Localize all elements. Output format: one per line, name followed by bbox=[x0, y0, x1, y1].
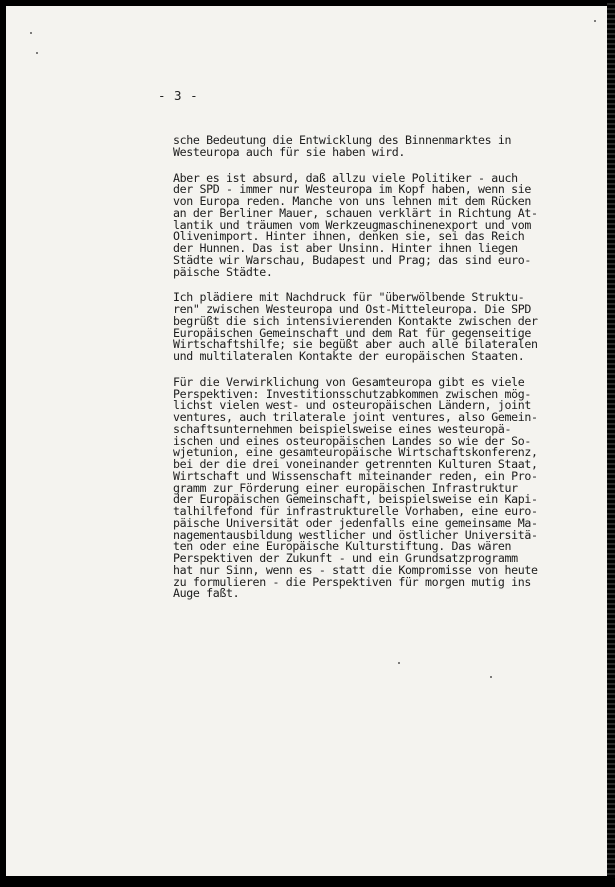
paragraph: Für die Verwirklichung von Gesamteuropa gibt es viele Perspektiven: Investitionsschutzabkommen zwischen mög- lichst vielen west- und osteuropäischen Ländern, joint ventures, auch trilaterale joint ventures, also Gemein- schaftsunternehmen beispielsweise eines westeuropä- ischen und eines osteuropäischen Landes so wie der So- wjetunion, eine gesamteuropäische Wirtschaftskonferenz, bei der die drei voneinander getrennten Kulturen Staat, Wirtschaft und Wissenschaft miteinander reden, ein Pro- gramm zur Förderung einer europäischen Infrastruktur der Europäischen Gemeinschaft, beispielsweise ein Kapi- talhilfefond für infrastrukturelle Vorhaben, eine euro- päische Universität oder jedenfalls eine gemeinsame Ma- nagementausbildung westlicher und östlicher Universitä- ten oder eine Europäische Kulturstiftung. Das wären Perspektiven der Zukunft - und ein Grundsatzprogramm hat nur Sinn, wenn es - statt die Kompromisse von heute zu formulieren - die Perspektiven für morgen mutig ins Auge faßt. bbox=[173, 374, 538, 601]
paragraph: Aber es ist absurd, daß allzu viele Politiker - auch der SPD - immer nur Westeuropa im Kopf haben, wenn sie von Europa reden. Manche von uns lehnen mit dem Rücken an der Berliner Mauer, schauen verklärt in Richtung At- lantik und träumen vom Werkzeugmaschinenexport und vom Olivenimport. Hinter ihnen, denken sie, sei das Reich der Hunnen. Das ist aber Unsinn. Hinter ihnen liegen Städte wir Warschau, Budapest und Prag; das sind euro- päische Städte. bbox=[173, 170, 538, 279]
page-number: - 3 - bbox=[158, 88, 199, 103]
body-text bbox=[173, 135, 568, 614]
scan-edge-right bbox=[607, 0, 615, 887]
scan-speck bbox=[594, 20, 596, 22]
scan-speck bbox=[398, 662, 400, 664]
paragraph: sche Bedeutung die Entwicklung des Binnenmarktes in Westeuropa auch für sie haben wird. bbox=[173, 133, 512, 159]
scan-speck bbox=[36, 52, 38, 54]
document-page bbox=[6, 6, 607, 876]
scan-edge-bottom bbox=[0, 876, 615, 887]
paragraph: Ich plädiere mit Nachdruck für "überwölbende Struktu- ren" zwischen Westeuropa und Ost-Mitteleuropa. Die SPD begrüßt die sich intensivierenden Kontakte zwischen der Europäischen Gemeinschaft und dem Rat für gegenseitige Wirtschaftshilfe; sie begüßt aber auch alle bilateralen und multilateralen Kontakte der europäischen Staaten. bbox=[173, 290, 538, 363]
scan-speck bbox=[30, 32, 32, 34]
scan-speck bbox=[490, 676, 492, 678]
